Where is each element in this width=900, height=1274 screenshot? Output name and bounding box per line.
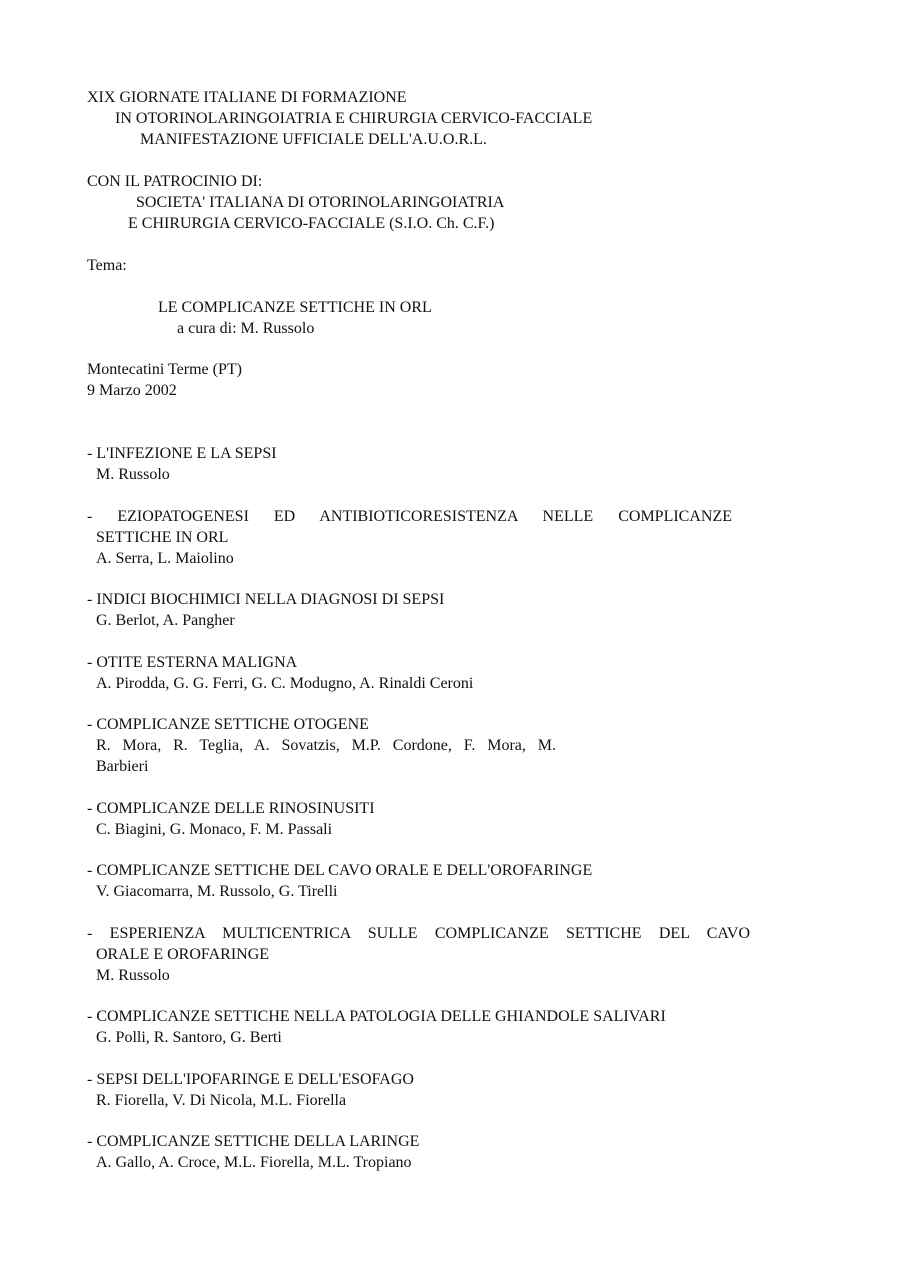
toc-item-2-authors: A. Serra, L. Maiolino [96, 550, 234, 567]
patronage-line-1: SOCIETA' ITALIANA DI OTORINOLARINGOIATRIA [136, 194, 505, 211]
toc-item-8-title-cont: ORALE E OROFARINGE [96, 946, 270, 963]
toc-item-1-authors: M. Russolo [96, 466, 170, 483]
header-line-3: MANIFESTAZIONE UFFICIALE DELL'A.U.O.R.L. [140, 131, 487, 148]
toc-item-8-title: - ESPERIENZA MULTICENTRICA SULLE COMPLICANZE SETTICHE DEL CAVO [87, 925, 750, 942]
toc-item-6-title: - COMPLICANZE DELLE RINOSINUSITI [87, 800, 375, 817]
toc-item-4-title: - OTITE ESTERNA MALIGNA [87, 654, 298, 671]
toc-item-3-title: - INDICI BIOCHIMICI NELLA DIAGNOSI DI SEPSI [87, 591, 445, 608]
event-place: Montecatini Terme (PT) [87, 361, 242, 378]
toc-item-1-title: - L'INFEZIONE E LA SEPSI [87, 445, 277, 462]
toc-item-11-authors: A. Gallo, A. Croce, M.L. Fiorella, M.L. Tropiano [96, 1154, 412, 1171]
toc-item-2-title: - EZIOPATOGENESI ED ANTIBIOTICORESISTENZA NELLE COMPLICANZE [87, 508, 732, 525]
theme-editor: a cura di: M. Russolo [177, 320, 315, 337]
event-date: 9 Marzo 2002 [87, 382, 177, 399]
toc-item-9-authors: G. Polli, R. Santoro, G. Berti [96, 1029, 282, 1046]
toc-item-7-title: - COMPLICANZE SETTICHE DEL CAVO ORALE E DELL'OROFARINGE [87, 862, 593, 879]
toc-item-9-title: - COMPLICANZE SETTICHE NELLA PATOLOGIA DELLE GHIANDOLE SALIVARI [87, 1008, 666, 1025]
toc-item-5-authors: R. Mora, R. Teglia, A. Sovatzis, M.P. Cordone, F. Mora, M. [96, 737, 556, 754]
toc-item-11-title: - COMPLICANZE SETTICHE DELLA LARINGE [87, 1133, 420, 1150]
toc-item-5-authors-cont: Barbieri [96, 758, 149, 775]
toc-item-7-authors: V. Giacomarra, M. Russolo, G. Tirelli [96, 883, 338, 900]
toc-item-6-authors: C. Biagini, G. Monaco, F. M. Passali [96, 821, 333, 838]
theme-label: Tema: [87, 257, 127, 274]
header-line-2: IN OTORINOLARINGOIATRIA E CHIRURGIA CERVICO-FACCIALE [115, 110, 593, 127]
toc-item-8-authors: M. Russolo [96, 967, 170, 984]
patronage-label: CON IL PATROCINIO DI: [87, 173, 263, 190]
toc-item-5-title: - COMPLICANZE SETTICHE OTOGENE [87, 716, 369, 733]
header-line-1: XIX GIORNATE ITALIANE DI FORMAZIONE [87, 89, 407, 106]
patronage-line-2: E CHIRURGIA CERVICO-FACCIALE (S.I.O. Ch. C.F.) [128, 215, 495, 232]
toc-item-2-title-cont: SETTICHE IN ORL [96, 529, 229, 546]
toc-item-3-authors: G. Berlot, A. Pangher [96, 612, 235, 629]
toc-item-4-authors: A. Pirodda, G. G. Ferri, G. C. Modugno, A. Rinaldi Ceroni [96, 675, 474, 692]
toc-item-10-authors: R. Fiorella, V. Di Nicola, M.L. Fiorella [96, 1092, 347, 1109]
theme-title: LE COMPLICANZE SETTICHE IN ORL [158, 299, 432, 316]
toc-item-10-title: - SEPSI DELL'IPOFARINGE E DELL'ESOFAGO [87, 1071, 414, 1088]
